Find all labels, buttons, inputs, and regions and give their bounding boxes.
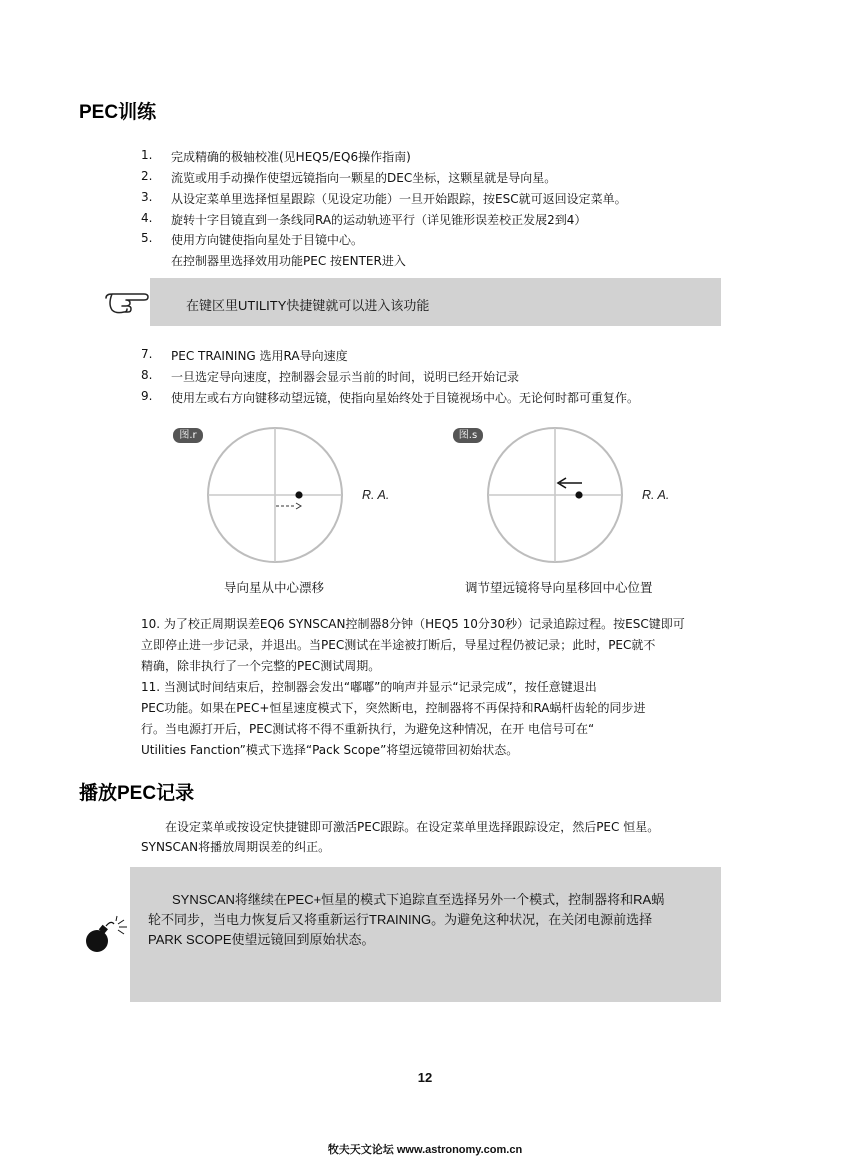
tip-text: 在键区里UTILITY快捷键就可以进入该功能 bbox=[186, 298, 430, 313]
paragraph-line: PEC功能。如果在PEC+恒星速度模式下，突然断电，控制器将不再保持和RA蜗杆齿轮的同步进 bbox=[141, 701, 646, 715]
bomb-warning-icon bbox=[84, 914, 130, 956]
step-number: 9. bbox=[141, 389, 153, 403]
playback-paragraph-line: 在设定菜单或按设定快捷键即可激活PEC跟踪。在设定菜单里选择跟踪设定，然后PEC 恒星。 bbox=[165, 820, 660, 834]
step-text: 完成精确的极轴校准(见HEQ5/EQ6操作指南) bbox=[171, 150, 411, 164]
step-text: 旋转十字目镜直到一条线同RA的运动轨迹平行（详见锥形误差校正发展2到4） bbox=[171, 213, 587, 227]
warning-box bbox=[130, 867, 721, 1002]
ra-axis-label-s: R. A. bbox=[642, 488, 670, 502]
step-text: PEC TRAINING 选用RA导向速度 bbox=[171, 349, 348, 363]
step-number: 3. bbox=[141, 190, 153, 204]
step-number: 5. bbox=[141, 231, 153, 245]
step-text: 流览或用手动操作使望远镜指向一颗星的DEC坐标，这颗星就是导向星。 bbox=[171, 171, 557, 185]
paragraph-line: 10. 为了校正周期误差EQ6 SYNSCAN控制器8分钟（HEQ5 10分30秒）记录追踪过程。按ESC键即可 bbox=[141, 617, 685, 631]
page-number: 12 bbox=[417, 1070, 433, 1085]
step-number: 4. bbox=[141, 211, 153, 225]
footer-site-credit: 牧夫天文论坛 www.astronomy.com.cn bbox=[327, 1144, 523, 1156]
warning-line: SYNSCAN将继续在PEC+恒星的模式下追踪直至选择另外一个模式，控制器将和RA蜗 bbox=[172, 892, 665, 907]
step-text: 使用方向键使指向星处于目镜中心。 bbox=[171, 233, 364, 247]
step-number: 8. bbox=[141, 368, 153, 382]
figure-badge-r: 图.r bbox=[173, 428, 203, 443]
paragraph-line: Utilities Fanction”模式下选择“Pack Scope”将望远镜带回初始状态。 bbox=[141, 743, 519, 757]
warning-line: 轮不同步，当电力恢复后又将重新运行TRAINING。为避免这种状况，在关闭电源前选择 bbox=[148, 912, 653, 927]
paragraph-line: 行。当电源打开后，PEC测试将不得不重新执行，为避免这种情况，在开 电信号可在“ bbox=[141, 722, 595, 736]
step-number: 1. bbox=[141, 148, 153, 162]
section-title-pec-training: PEC训练 bbox=[79, 102, 157, 123]
section-title-pec-playback: 播放PEC记录 bbox=[79, 783, 195, 804]
ra-axis-label-r: R. A. bbox=[362, 488, 390, 502]
eyepiece-diagram-r bbox=[200, 418, 360, 578]
step-text: 使用左或右方向键移动望远镜，使指向星始终处于目镜视场中心。无论何时都可重复作。 bbox=[171, 391, 640, 405]
paragraph-line: 立即停止进一步记录，并退出。当PEC测试在半途被打断后，导星过程仍被记录；此时，PEC就不 bbox=[141, 638, 656, 652]
paragraph-line: 精确，除非执行了一个完整的PEC测试周期。 bbox=[141, 659, 381, 673]
tip-box bbox=[150, 278, 721, 326]
playback-paragraph-line: SYNSCAN将播放周期误差的纠正。 bbox=[141, 840, 331, 854]
warning-line: PARK SCOPE使望远镜回到原始状态。 bbox=[148, 932, 375, 947]
pointing-hand-icon bbox=[104, 290, 150, 316]
paragraph-line: 11. 当测试时间结束后，控制器会发出“嘟嘟”的响声并显示“记录完成”，按任意键退出 bbox=[141, 680, 597, 694]
step-text: 一旦选定导向速度，控制器会显示当前的时间，说明已经开始记录 bbox=[171, 370, 520, 384]
figure-caption-r: 导向星从中心漂移 bbox=[224, 580, 325, 595]
step-number: 7. bbox=[141, 347, 153, 361]
step-number: 2. bbox=[141, 169, 153, 183]
eyepiece-diagram-s bbox=[480, 418, 640, 578]
figure-badge-s: 图.s bbox=[453, 428, 483, 443]
step-text: 从设定菜单里选择恒星跟踪（见设定功能）一旦开始跟踪，按ESC就可返回设定菜单。 bbox=[171, 192, 627, 206]
step-text: 在控制器里选择效用功能PEC 按ENTER进入 bbox=[171, 254, 406, 268]
figure-caption-s: 调节望远镜将导向星移回中心位置 bbox=[465, 580, 653, 595]
